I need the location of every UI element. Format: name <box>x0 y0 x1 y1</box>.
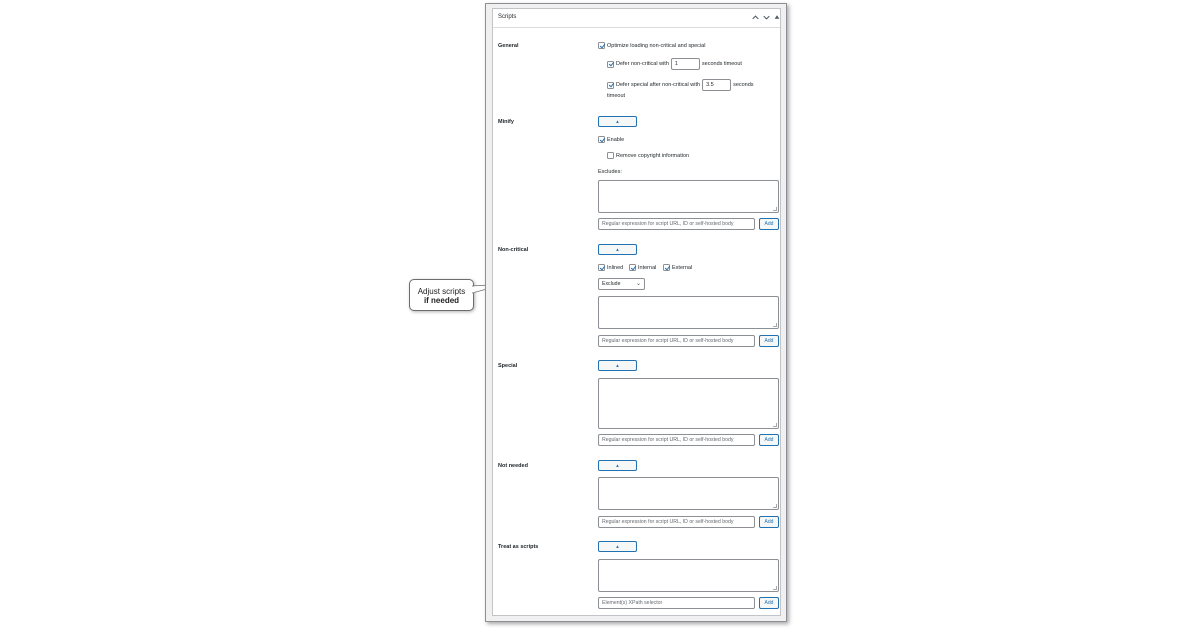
internal-label: Internal <box>638 264 657 271</box>
annotation-callout <box>409 279 474 311</box>
noncritical-input[interactable]: Regular expression for script URL, ID or self-hosted body <box>598 335 755 347</box>
not-needed-add-button[interactable]: Add <box>759 516 779 528</box>
external-label: External <box>672 264 693 271</box>
noncritical-mode-value: Exclude <box>602 281 621 287</box>
defer-special-checkbox[interactable] <box>607 82 614 89</box>
treat-as-scripts-input[interactable]: Element(s) XPath selector <box>598 597 755 609</box>
defer-special-suffix-wrap: timeout <box>607 93 626 99</box>
panel-title: Scripts <box>498 14 517 20</box>
noncritical-add-button[interactable]: Add <box>759 335 779 347</box>
special-section-label: Special <box>498 363 518 369</box>
callout-text-line2: if needed <box>423 296 460 305</box>
chevron-down-icon: ⌄ <box>635 281 641 287</box>
noncritical-collapse-button[interactable]: ▲ <box>598 244 637 255</box>
optimize-loading-label: Optimize loading non-critical and special <box>607 42 706 49</box>
remove-copyright-checkbox[interactable] <box>607 152 614 159</box>
treat-as-scripts-collapse-button[interactable]: ▲ <box>598 541 637 552</box>
minify-collapse-button[interactable]: ▲ <box>598 116 637 127</box>
not-needed-textarea[interactable] <box>598 477 779 510</box>
noncritical-section-label: Non-critical <box>498 247 529 253</box>
defer-noncritical-suffix: seconds timeout <box>701 61 742 67</box>
defer-special-suffix: seconds <box>733 82 754 88</box>
defer-special-label: Defer special after non-critical with <box>616 82 701 88</box>
treat-as-scripts-section-label: Treat as scripts <box>498 544 539 550</box>
special-collapse-button[interactable]: ▲ <box>598 360 637 371</box>
scripts-settings-panel <box>492 8 781 616</box>
noncritical-textarea[interactable] <box>598 296 779 329</box>
internal-option[interactable] <box>629 264 656 271</box>
defer-noncritical-checkbox[interactable] <box>607 61 614 68</box>
minify-excludes-input[interactable]: Regular expression for script URL, ID or self-hosted body <box>598 218 755 230</box>
inlined-checkbox[interactable] <box>598 264 605 271</box>
defer-noncritical-option[interactable] <box>607 58 742 70</box>
treat-as-scripts-add-button[interactable]: Add <box>759 597 779 609</box>
treat-as-scripts-textarea[interactable] <box>598 559 779 592</box>
special-textarea[interactable] <box>598 378 779 429</box>
callout-text-line1: Adjust scripts <box>417 287 466 296</box>
defer-special-option[interactable] <box>607 79 754 91</box>
defer-noncritical-label: Defer non-critical with <box>616 61 669 67</box>
minify-enable-label: Enable <box>607 136 625 143</box>
internal-checkbox[interactable] <box>629 264 636 271</box>
remove-copyright-option[interactable] <box>607 152 689 159</box>
defer-special-timeout-input[interactable]: 3.5 <box>702 79 731 91</box>
screenshot-frame <box>485 3 787 622</box>
optimize-loading-option[interactable] <box>598 42 705 49</box>
optimize-loading-checkbox[interactable] <box>598 42 605 49</box>
special-add-button[interactable]: Add <box>759 434 779 446</box>
remove-copyright-label: Remove copyright information <box>616 152 690 159</box>
external-option[interactable] <box>663 264 692 271</box>
minify-add-button[interactable]: Add <box>759 218 779 230</box>
minify-excludes-textarea[interactable] <box>598 180 779 213</box>
excludes-label: Excludes: <box>598 169 622 175</box>
toggle-panel-icon[interactable] <box>771 11 783 25</box>
minify-enable-checkbox[interactable] <box>598 136 605 143</box>
not-needed-collapse-button[interactable]: ▲ <box>598 460 637 471</box>
defer-noncritical-timeout-input[interactable]: 1 <box>671 58 700 70</box>
panel-header <box>493 9 780 28</box>
special-input[interactable]: Regular expression for script URL, ID or self-hosted body <box>598 434 755 446</box>
general-section-label: General <box>498 43 519 49</box>
not-needed-input[interactable]: Regular expression for script URL, ID or self-hosted body <box>598 516 755 528</box>
not-needed-section-label: Not needed <box>498 463 528 469</box>
minify-section-label: Minify <box>498 119 514 125</box>
inlined-option[interactable] <box>598 264 623 271</box>
noncritical-mode-select[interactable] <box>598 278 645 290</box>
minify-enable-option[interactable] <box>598 136 624 143</box>
external-checkbox[interactable] <box>663 264 670 271</box>
inlined-label: Inlined <box>607 264 624 271</box>
